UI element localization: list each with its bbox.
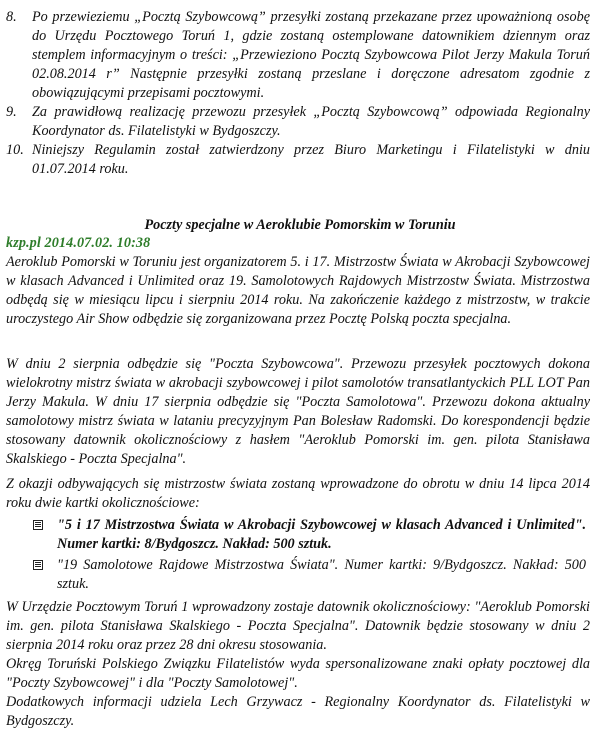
item-number: 9. bbox=[6, 104, 17, 120]
item-number: 10. bbox=[6, 142, 24, 158]
item-number: 8. bbox=[6, 9, 17, 25]
article-byline: kzp.pl 2014.07.02. 10:38 bbox=[6, 235, 151, 251]
item-text: Po przewieziemu „Pocztą Szybowcową” przesyłki zostaną przekazane przez upoważnioną osobę do Urzędu Pocztowego Toruń 1, gdzie zostaną ostemplowane datownikiem dziennym oraz stemplem informacyjnym o treści: „Przewieziono Pocztą Szybowcowa Pilot Jerzy Makula Toruń 02.08.2014 r” Następnie przesyłki zostaną przeslane i doręczone adresatom zgodnie z obowiązującymi przepisami pocztowymi. bbox=[32, 9, 590, 101]
paragraph-datownik: W Urzędzie Pocztowym Toruń 1 wprowadzony zostaje datownik okolicznościowy: "Aeroklub Pomorski im. gen. pilota Stanisława Skalskiego - Poczta Specjalna". Datownik będzie stosowany w dniu 2 sierpnia 2014 roku oraz przez 28 dni okresu stosowania. bbox=[6, 599, 590, 653]
article-heading: Poczty specjalne w Aeroklubie Pomorskim w Toruniu bbox=[144, 217, 456, 233]
bullet-icon bbox=[33, 520, 43, 530]
regulation-item-10 bbox=[6, 141, 590, 179]
list-item-card-9 bbox=[33, 556, 586, 594]
regulation-item-8 bbox=[6, 8, 590, 103]
paragraph-mail-flights: W dniu 2 sierpnia odbędzie się "Poczta Szybowcowa". Przewozu przesyłek pocztowych dokona wielokrotny mistrz świata w akrobacji szybowcowej i pilot samolotów transatlantyckich PLL LOT Pan Jerzy Makula. W dniu 17 sierpnia odbędzie się "Poczta Samolotowa". Przewozu dokona aktualny samolotowy mistrz świata w lataniu precyzyjnym Pan Bolesław Radomski. Do korespondencji będzie stosowany datownik okolicznościowy z hasłem "Aeroklub Pomorski im. gen. pilota Stanisława Skalskiego - Poczta Specjalna". bbox=[6, 356, 590, 467]
paragraph-cards: Z okazji odbywających się mistrzostw świata zostaną wprowadzone do obrotu w dniu 14 lipca 2014 roku dwie kartki okolicznościowe: bbox=[6, 476, 590, 511]
regulation-item-9 bbox=[6, 103, 590, 141]
list-item-text: "5 i 17 Mistrzostwa Świata w Akrobacji Szybowcowej w klasach Advanced i Unlimited". Numer kartki: 8/Bydgoszcz. Nakład: 500 sztuk. bbox=[57, 517, 586, 552]
paragraph-contact: Dodatkowych informacji udziela Lech Grzywacz - Regionalny Koordynator ds. Filatelistyki w Bydgoszczy. bbox=[6, 694, 590, 729]
list-item-text: "19 Samolotowe Rajdowe Mistrzostwa Świata". Numer kartki: 9/Bydgoszcz. Nakład: 500 sztuk. bbox=[57, 557, 586, 592]
paragraph-intro: Aeroklub Pomorski w Toruniu jest organizatorem 5. i 17. Mistrzostw Świata w Akrobacji Szybowcowej w klasach Advanced i Unlimited oraz 19. Samolotowych Rajdowych Mistrzostw Świata. Mistrzostwa odbędą się w miesiącu lipcu i sierpniu 2014 roku. Na zakończenie każdego z mistrzostw, w trakcie uroczystego Air Show odbędzie się zorganizowana przez Pocztę Polską poczta specjalna. bbox=[6, 254, 590, 327]
item-text: Za prawidłową realizację przewozu przesyłek „Pocztą Szybowcową” odpowiada Regionalny Koordynator ds. Filatelistyki w Bydgoszczy. bbox=[32, 104, 590, 139]
bullet-icon bbox=[33, 560, 43, 570]
list-item-card-8 bbox=[33, 516, 586, 554]
item-text: Niniejszy Regulamin został zatwierdzony przez Biuro Marketingu i Filatelistyki w dniu 01.07.2014 roku. bbox=[32, 142, 590, 177]
paragraph-personalized-stamps: Okręg Toruński Polskiego Związku Filatelistów wyda spersonalizowane znaki opłaty pocztowej dla "Poczty Szybowcowej" i dla "Poczty Samolotowej". bbox=[6, 656, 590, 691]
